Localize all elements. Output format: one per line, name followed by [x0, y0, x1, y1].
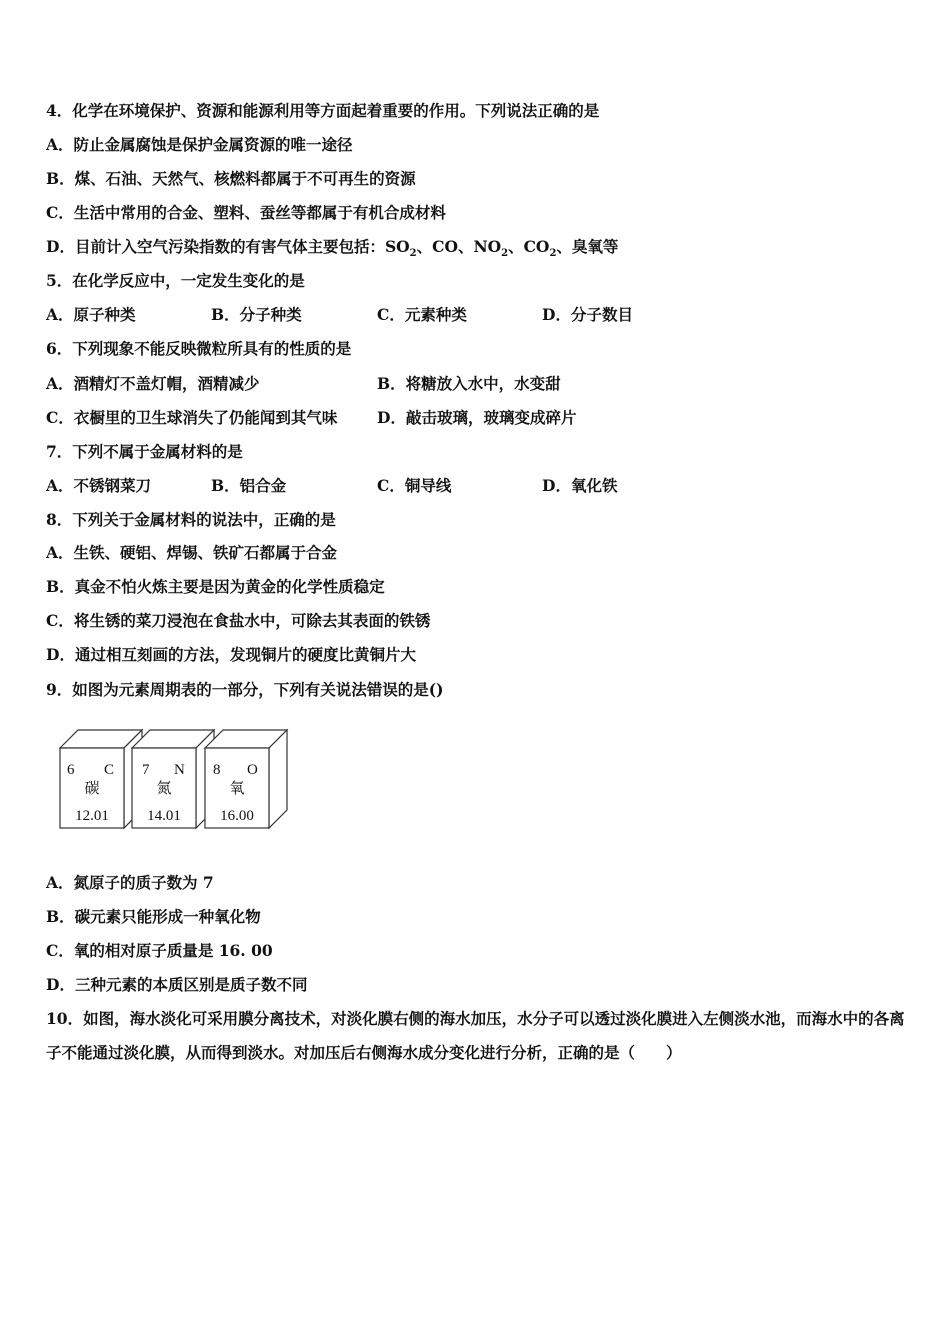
q7-option-b: B．铝合金 — [211, 476, 287, 495]
q7-stem: 7．下列不属于金属材料的是 — [46, 442, 243, 461]
element-number: 7 — [142, 762, 150, 778]
q5-option-d: D．分子数目 — [542, 305, 633, 324]
q5-option-c: C．元素种类 — [377, 305, 467, 324]
element-symbol: O — [247, 762, 258, 778]
q4-option-c: C．生活中常用的合金、塑料、蚕丝等都属于有机合成材料 — [46, 203, 446, 222]
q4-option-b: B．煤、石油、天然气、核燃料都属于不可再生的资源 — [46, 169, 416, 188]
q6-stem: 6．下列现象不能反映微粒所具有的性质的是 — [46, 339, 352, 358]
element-tile-oxygen — [201, 726, 291, 830]
element-mass: 14.01 — [147, 808, 181, 824]
element-number: 8 — [213, 762, 221, 778]
element-symbol: C — [104, 762, 115, 778]
q4-option-d: D．目前计入空气污染指数的有害气体主要包括：$SO_2$、CO、$NO_2$、$CO_2$、臭氧等 — [46, 237, 619, 260]
q9-stem: 9．如图为元素周期表的一部分，下列有关说法错误的是() — [46, 680, 444, 699]
element-name: 氧 — [229, 781, 245, 797]
q7-option-d: D．氧化铁 — [542, 476, 618, 495]
q5-option-a: A．原子种类 — [46, 305, 136, 324]
q7-option-c: C．铜导线 — [377, 476, 452, 495]
q5-option-b: B．分子种类 — [211, 305, 302, 324]
q8-option-d: D．通过相互刻画的方法，发现铜片的硬度比黄铜片大 — [46, 645, 416, 664]
q6-option-c: C．衣橱里的卫生球消失了仍能闻到其气味 — [46, 408, 338, 427]
element-mass: 12.01 — [75, 808, 109, 824]
element-symbol: N — [174, 762, 185, 778]
q5-stem: 5．在化学反应中，一定发生变化的是 — [46, 271, 305, 290]
q8-stem: 8．下列关于金属材料的说法中，正确的是 — [46, 510, 336, 529]
q4-option-a: A．防止金属腐蚀是保护金属资源的唯一途径 — [46, 135, 353, 154]
element-mass: 16.00 — [220, 808, 254, 824]
q9-option-b: B．碳元素只能形成一种氧化物 — [46, 907, 261, 926]
q7-option-a: A．不锈钢菜刀 — [46, 476, 152, 495]
q6-option-d: D．敲击玻璃，玻璃变成碎片 — [377, 408, 577, 427]
q6-option-a: A．酒精灯不盖灯帽，酒精减少 — [46, 374, 260, 393]
q9-option-c: C．氧的相对原子质量是 16. 00 — [46, 941, 273, 960]
q9-option-a: A．氮原子的质子数为 7 — [46, 873, 214, 892]
q9-option-d: D．三种元素的本质区别是质子数不同 — [46, 975, 308, 994]
q10-stem: 10．如图，海水淡化可采用膜分离技术，对淡化膜右侧的海水加压，水分子可以透过淡化膜进入左侧淡水池，而海水中的各离子不能通过淡化膜，从而得到淡水。对加压后右侧海水成分变化进行分析，正确的是（ ） — [46, 1009, 905, 1062]
q8-option-b: B．真金不怕火炼主要是因为黄金的化学性质稳定 — [46, 577, 385, 596]
element-name: 碳 — [84, 781, 100, 797]
q6-option-b: B．将糖放入水中，水变甜 — [377, 374, 561, 393]
q8-option-c: C．将生锈的菜刀浸泡在食盐水中，可除去其表面的铁锈 — [46, 611, 431, 630]
element-name: 氮 — [156, 781, 172, 797]
element-number: 6 — [67, 762, 75, 778]
q4-stem: 4．化学在环境保护、资源和能源利用等方面起着重要的作用。下列说法正确的是 — [46, 101, 600, 120]
q8-option-a: A．生铁、硬铝、焊锡、铁矿石都属于合金 — [46, 543, 338, 562]
